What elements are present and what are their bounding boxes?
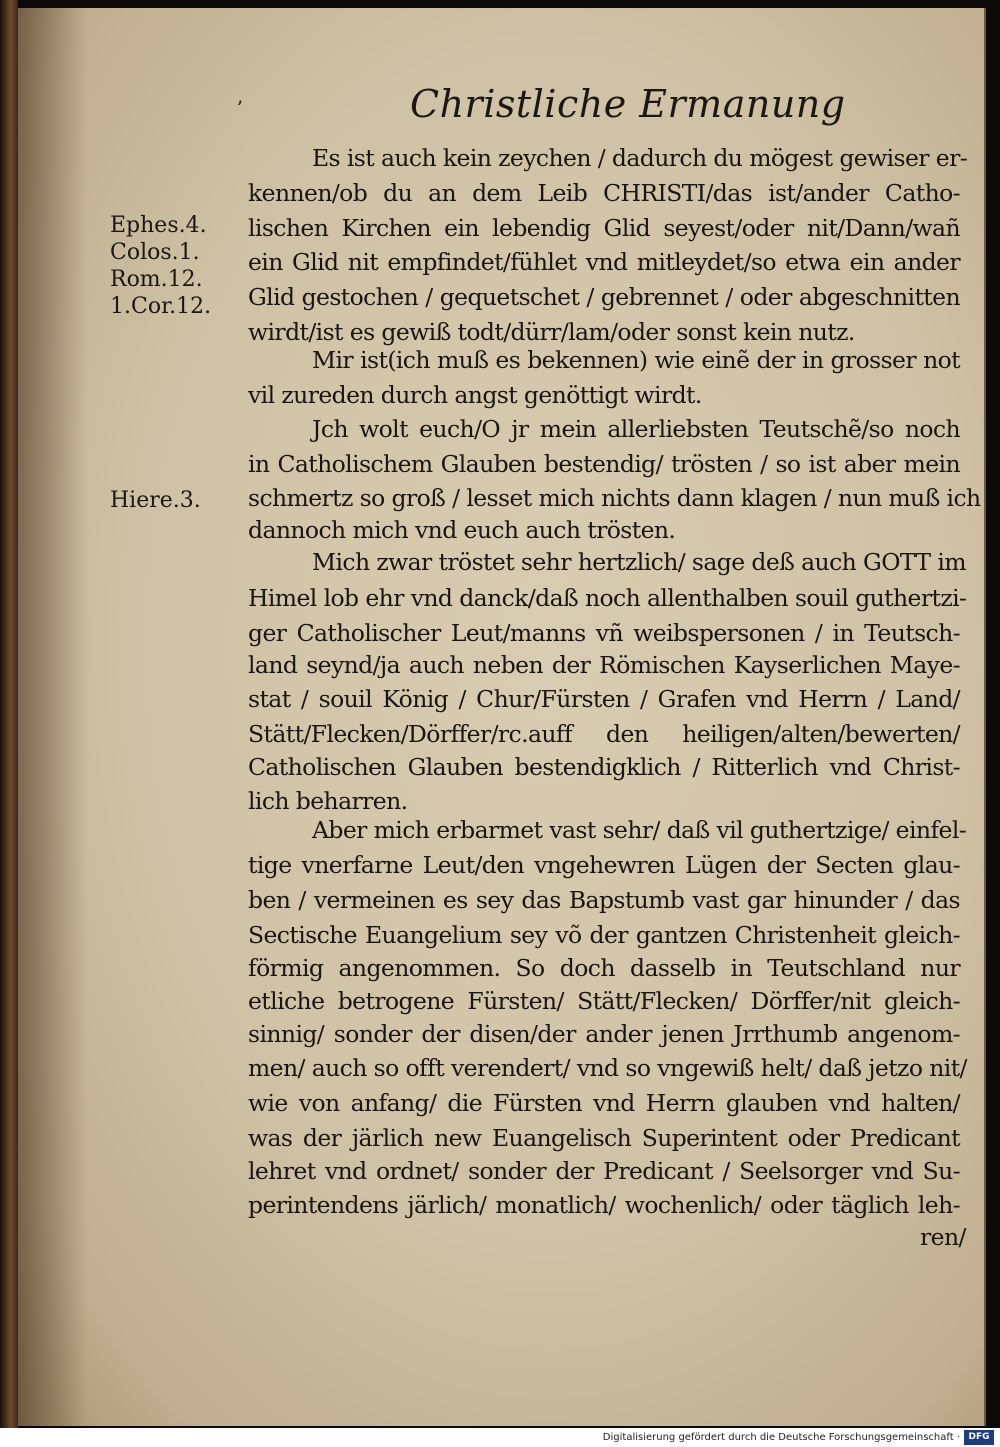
folio-mark: ʼ (236, 96, 243, 120)
running-head: Christliche Ermanung (410, 82, 846, 126)
text-line: sinnig/ sonder der disen/der ander jenen Jrrthumb angenom‑ (248, 1020, 960, 1048)
text-line: perintendens järlich/ monatlich/ wochenlich/ oder täglich leh‑ (248, 1191, 960, 1219)
margin-note: Ephes.4. (110, 213, 207, 238)
text-line: ein Glid nit empfindet/fühlet vnd mitleydet/so etwa ein ander (248, 248, 960, 276)
text-line: Es ist auch kein zeychen / dadurch du mögest gewiser er‑ (312, 144, 968, 172)
text-line: Catholischen Glauben bestendigklich / Ritterlich vnd Christ‑ (248, 753, 960, 781)
margin-note: Colos.1. (110, 240, 200, 265)
text-line: Jch wolt euch/O jr mein allerliebsten Teutschẽ/so noch (312, 415, 960, 443)
margin-note: Rom.12. (110, 267, 203, 292)
text-line: land seynd/ja auch neben der Römischen Kayserlichen Maye‑ (248, 651, 960, 679)
text-line: vil zureden durch angst genöttigt wirdt. (248, 381, 702, 409)
funding-credit: Digitalisierung gefördert durch die Deutsche Forschungsgemeinschaft · (602, 1432, 960, 1443)
dfg-logo: DFG (964, 1430, 994, 1445)
text-line: stat / souil König / Chur/Fürsten / Grafen vnd Herrn / Land/ (248, 685, 960, 713)
text-line: Sectische Euangelium sey võ der gantzen Christenheit gleich‑ (248, 921, 960, 949)
text-line: wie von anfang/ die Fürsten vnd Herrn glauben vnd halten/ (248, 1089, 960, 1117)
text-line: Stätt/Flecken/Dörffer/rc.auff den heiligen/alten/bewerten/ (248, 720, 960, 748)
text-line: kennen/ob du an dem Leib CHRISTI/das ist/ander Catho‑ (248, 179, 960, 207)
text-line: lischen Kirchen ein lebendig Glid seyest/oder nit/Dann/wañ (248, 214, 960, 242)
text-line: dannoch mich vnd euch auch trösten. (248, 516, 676, 544)
margin-note: Hiere.3. (110, 488, 201, 513)
text-line: ger Catholischer Leut/manns vñ weibspersonen / in Teutsch‑ (248, 619, 960, 647)
gutter-shadow (18, 8, 88, 1426)
text-line: schmertz so groß / lesset mich nichts dann klagen / nun muß ich (248, 484, 981, 512)
text-line: ben / vermeinen es sey das Bapstumb vast gar hinunder / das (248, 886, 960, 914)
text-line: tige vnerfarne Leut/den vngehewren Lügen der Secten glau‑ (248, 851, 960, 879)
text-line: Himel lob ehr vnd danck/daß noch allenthalben souil guthertzi‑ (248, 584, 967, 612)
text-line: in Catholischem Glauben bestendig/ trösten / so ist aber mein (248, 450, 960, 478)
text-line: etliche betrogene Fürsten/ Stätt/Flecken/ Dörffer/nit gleich‑ (248, 987, 960, 1015)
text-line: Aber mich erbarmet vast sehr/ daß vil guthertzige/ einfel‑ (312, 816, 967, 844)
text-line: lehret vnd ordnet/ sonder der Predicant / Seelsorger vnd Su‑ (248, 1157, 960, 1185)
margin-note: 1.Cor.12. (110, 294, 212, 319)
text-line: men/ auch so offt verendert/ vnd so vngewiß helt/ daß jetzo nit/ (248, 1054, 967, 1082)
text-line: Glid gestochen / gequetschet / gebrennet / oder abgeschnitten (248, 283, 960, 311)
text-line: lich beharren. (248, 787, 408, 815)
text-line: wirdt/ist es gewiß todt/dürr/lam/oder sonst kein nutz. (248, 318, 855, 346)
text-line: Mich zwar tröstet sehr hertzlich/ sage deß auch GOTT im (312, 548, 966, 576)
text-line: förmig angenommen. So doch dasselb in Teutschland nur (248, 954, 960, 982)
page-edge (0, 0, 18, 1430)
text-line: was der järlich new Euangelisch Superintent oder Predicant (248, 1124, 960, 1152)
text-line: Mir ist(ich muß es bekennen) wie einẽ der in grosser not (312, 346, 960, 374)
catchword: ren/ (920, 1223, 966, 1251)
